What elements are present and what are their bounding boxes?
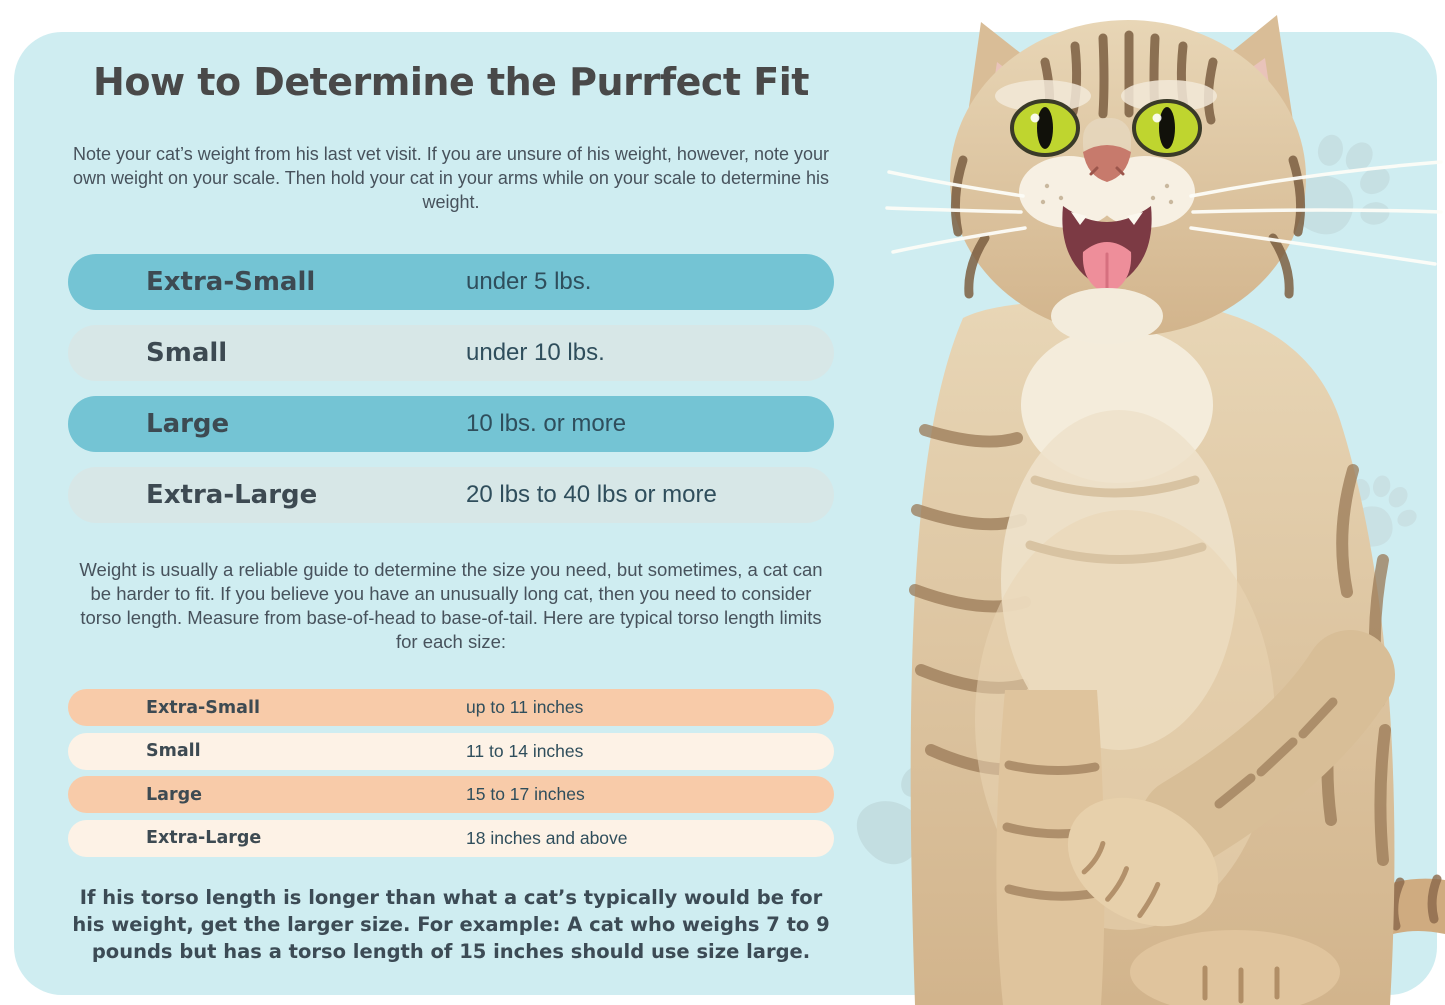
size-label: Extra-Small <box>146 697 260 718</box>
table-row <box>68 733 834 770</box>
size-value: up to 11 inches <box>466 697 584 717</box>
table-row <box>68 325 834 381</box>
size-value: 20 lbs to 40 lbs or more <box>466 481 717 508</box>
torso-length-table <box>68 689 834 863</box>
intro-paragraph: Note your cat’s weight from his last vet visit. If you are unsure of his weight, however, note your own weight on your scale. Then hold your cat in your arms while on your scale to determine his weight. <box>72 144 830 212</box>
page-title: How to Determine the Purrfect Fit <box>93 60 809 104</box>
size-label: Small <box>146 741 201 761</box>
table-row <box>68 254 834 310</box>
size-label: Extra-Large <box>146 828 262 848</box>
size-value: under 10 lbs. <box>466 339 605 366</box>
size-value: 15 to 17 inches <box>466 784 585 804</box>
weight-size-table <box>68 254 834 538</box>
torso-paragraph: Weight is usually a reliable guide to determine the size you need, but sometimes, a cat can be harder to fit. If you believe you have an unusually long cat, then you need to consider torso length. Measure from base-of-head to base-of-tail. Here are typical torso length limits for each size: <box>79 559 823 652</box>
size-value: under 5 lbs. <box>466 268 592 295</box>
size-value: 10 lbs. or more <box>466 410 627 437</box>
size-label: Small <box>146 338 228 368</box>
table-row <box>68 689 834 726</box>
size-value: 11 to 14 inches <box>466 740 584 761</box>
footer-note: If his torso length is longer than what a cat’s typically would be for his weight, get the larger size. For example: A cat who weighs 7 to 9 pounds but has a torso length of 15 inches should use size large. <box>72 886 830 963</box>
size-label: Extra-Small <box>146 267 316 297</box>
table-row <box>68 776 834 813</box>
table-row <box>68 467 834 523</box>
size-label: Large <box>146 784 202 805</box>
table-row <box>68 396 834 452</box>
size-label: Large <box>146 409 230 439</box>
cat-illustration <box>885 0 1445 1005</box>
size-value: 18 inches and above <box>466 827 628 848</box>
size-label: Extra-Large <box>146 480 318 510</box>
table-row <box>68 820 834 857</box>
